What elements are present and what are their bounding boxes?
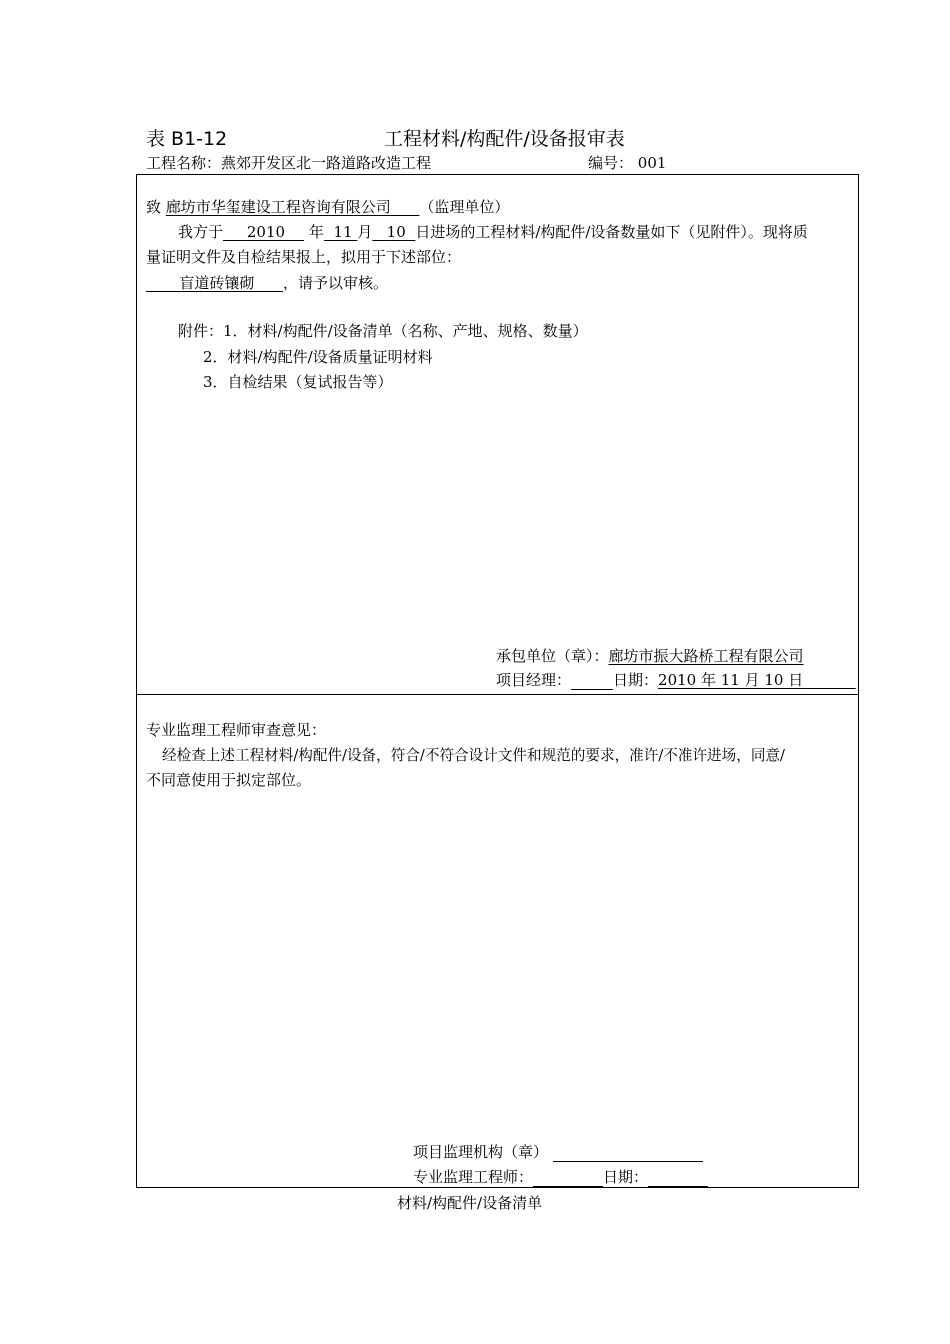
date-label: 日期： xyxy=(613,671,659,689)
line3-suffix: ，请予以审核。 xyxy=(283,274,389,292)
org-label: 项目监理机构（章） xyxy=(413,1143,549,1161)
contractor-name: 廊坊市振大路桥工程有限公司 xyxy=(608,647,804,665)
review-date-blank xyxy=(648,1170,708,1187)
form-number-line xyxy=(588,152,666,173)
supervisor-company: 廊坊市华玺建设工程咨询有限公司 xyxy=(165,198,391,216)
form-title: 工程材料/构配件/设备报审表 xyxy=(384,128,625,150)
manager-signature-blank xyxy=(571,673,613,690)
review-date-label: 日期： xyxy=(603,1168,649,1186)
contractor-line xyxy=(496,645,804,666)
number-value: 001 xyxy=(637,154,667,172)
supervisor-suffix: （监理单位） xyxy=(419,198,510,216)
year-unit: 年 xyxy=(308,223,324,241)
addressee-line xyxy=(146,196,509,217)
engineer-date-line xyxy=(413,1166,708,1187)
footer-caption: 材料/构配件/设备清单 xyxy=(397,1194,543,1212)
date-value: 2010 年 11 月 10 日 xyxy=(658,671,804,689)
line1-rest: 日进场的工程材料/构配件/设备数量如下（见附件）。现将质 xyxy=(415,223,808,241)
opinion-line1: 经检查上述工程材料/构配件/设备，符合/不符合设计文件和规范的要求，准许/不准许进场，同意/ xyxy=(162,747,785,764)
month-unit: 月 xyxy=(357,223,373,241)
entry-date-line xyxy=(178,221,808,242)
contractor-label: 承包单位（章）： xyxy=(496,647,609,665)
number-label: 编号： xyxy=(588,154,634,172)
manager-label: 项目经理： xyxy=(496,671,572,689)
month-value: 11 xyxy=(333,223,353,241)
attachment-1: 附件：1．材料/构配件/设备清单（名称、产地、规格、数量） xyxy=(178,322,588,340)
supervision-org-line xyxy=(413,1141,703,1162)
usage-location: 盲道砖镶砌 xyxy=(179,274,255,292)
project-label: 工程名称： xyxy=(146,154,222,172)
opinion-title: 专业监理工程师审查意见： xyxy=(146,721,327,739)
project-name: 燕郊开发区北一路道路改造工程 xyxy=(221,154,432,172)
form-code: 表 B1-12 xyxy=(146,128,228,150)
attachment-3: 3．自检结果（复试报告等） xyxy=(203,373,393,391)
day-value: 10 xyxy=(386,223,406,241)
usage-location-line xyxy=(146,272,388,293)
opinion-line2: 不同意使用于拟定部位。 xyxy=(146,771,312,789)
line1-prefix: 我方于 xyxy=(178,223,224,241)
engineer-signature-blank xyxy=(533,1170,603,1187)
manager-date-line xyxy=(496,669,856,690)
project-name-line xyxy=(146,152,431,173)
line2: 量证明文件及自检结果报上，拟用于下述部位： xyxy=(146,248,462,266)
to-prefix: 致 xyxy=(146,198,162,216)
engineer-label: 专业监理工程师： xyxy=(413,1168,534,1186)
year-value: 2010 xyxy=(246,223,286,241)
attachment-2: 2．材料/构配件/设备质量证明材料 xyxy=(203,348,433,366)
org-seal-blank xyxy=(553,1145,703,1162)
